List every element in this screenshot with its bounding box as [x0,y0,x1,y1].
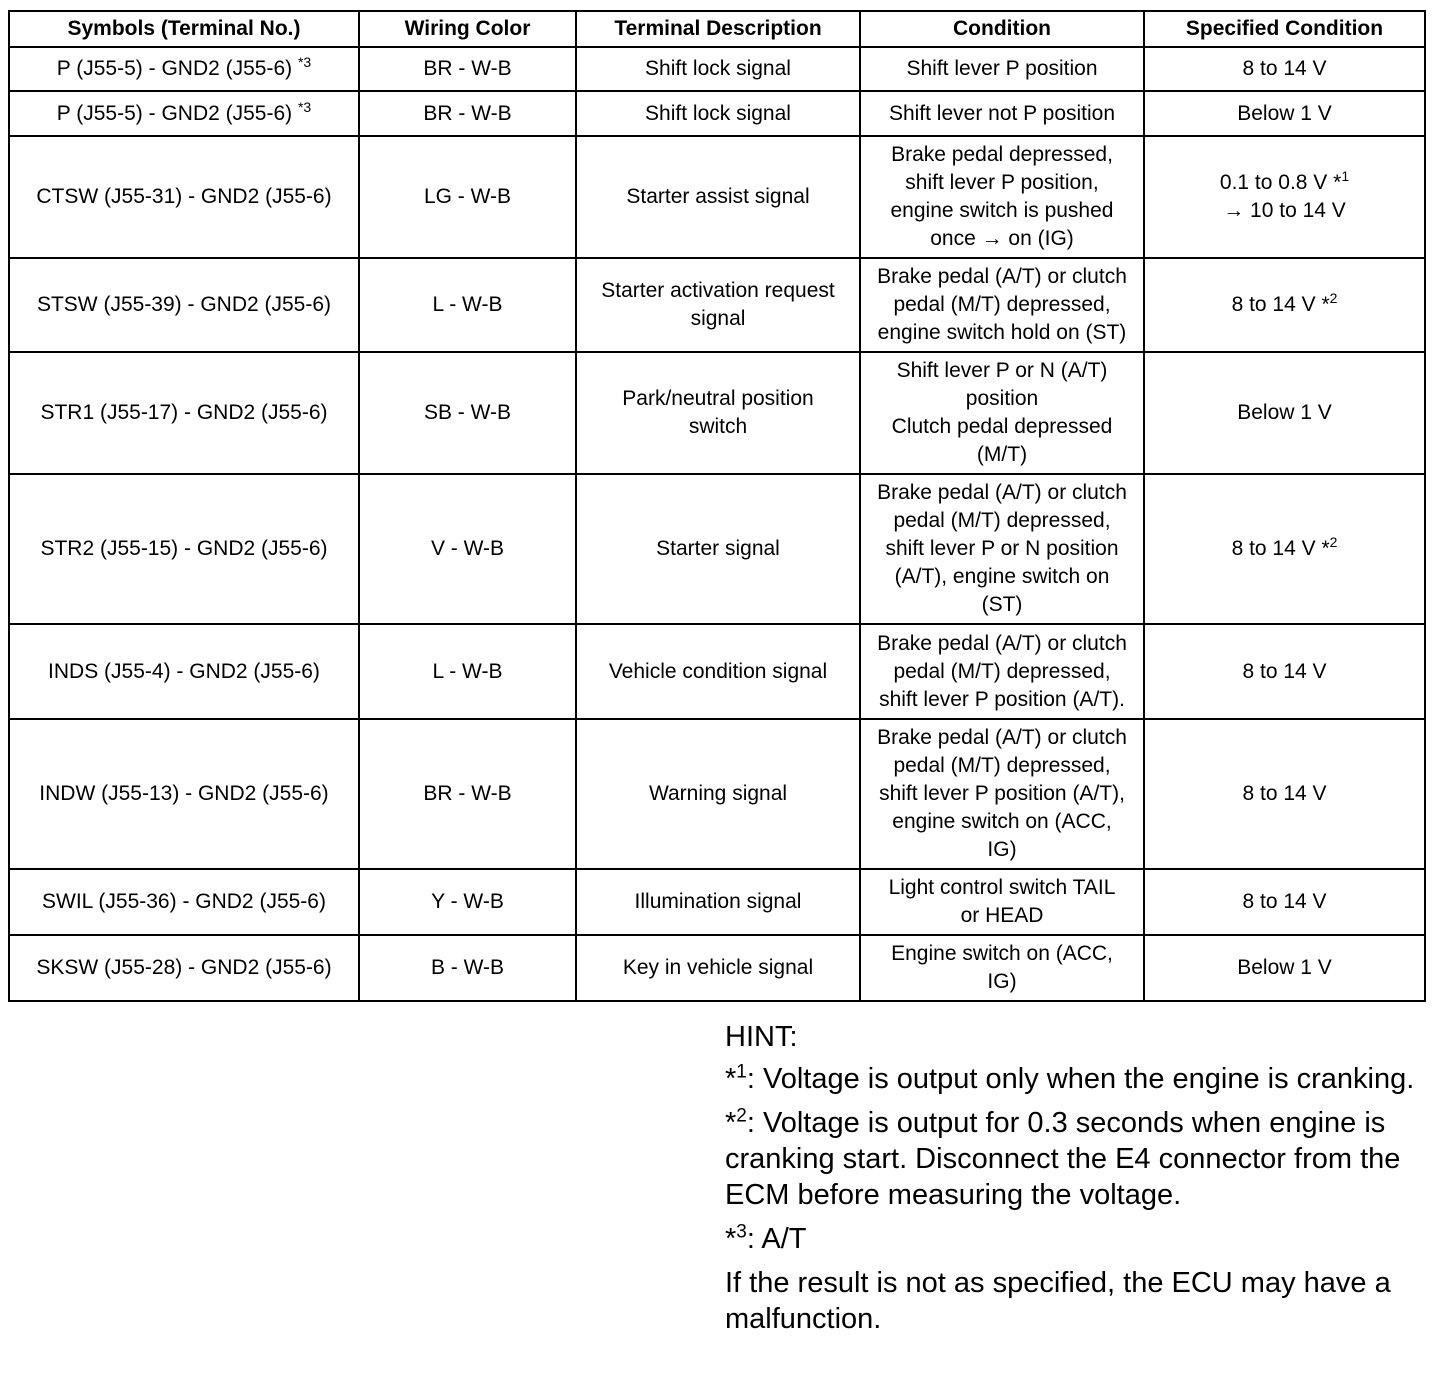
cell-wiring-color: L - W-B [359,624,576,719]
cell-line [867,441,1137,469]
cell-symbol [9,47,359,91]
cell-line [583,55,853,83]
cell-line [1151,169,1418,197]
cell-terminal-description [576,869,860,935]
cell-text: Shift lever P position [906,57,1098,80]
cell-line [867,479,1137,507]
cell-specified-condition [1144,136,1425,258]
cell-text: SWIL (J55-36) - GND2 (J55-6) [42,890,326,913]
header-symbols: Symbols (Terminal No.) [9,11,359,47]
cell-line [867,780,1137,808]
cell-condition [860,624,1144,719]
cell-condition [860,258,1144,352]
cell-specified-condition [1144,869,1425,935]
table-header-row [9,11,1425,47]
cell-terminal-description [576,719,860,869]
cell-line [1151,535,1418,563]
cell-text: Below 1 V [1237,956,1332,979]
cell-text: 8 to 14 V [1242,659,1327,683]
cell-text: IG) [987,838,1017,861]
table-row [9,935,1425,1001]
cell-text: IG) [987,970,1017,993]
table-body [9,47,1425,1001]
cell-terminal-description [576,47,860,91]
cell-wiring-color: LG - W-B [359,136,576,258]
cell-line [867,968,1137,996]
cell-terminal-description [576,935,860,1001]
cell-line [867,658,1137,686]
cell-text: Key in vehicle signal [622,956,814,979]
cell-symbol [9,352,359,474]
cell-wiring-color: BR - W-B [359,719,576,869]
footnote-marker: 2 [1329,534,1338,550]
header-specified-condition: Specified Condition [1144,11,1425,47]
cell-condition [860,869,1144,935]
cell-text: once → on (IG) [930,227,1074,250]
cell-text: (ST) [981,593,1023,616]
cell-line [867,808,1137,836]
table-row [9,624,1425,719]
cell-line [867,902,1137,930]
cell-specified-condition [1144,474,1425,624]
hint-notes [725,1061,1435,1257]
hint-note-text: : Voltage is output for 0.3 seconds when engine is cranking start. Disconnect the E4 connector from the ECM before measuring the voltage. [725,1107,1401,1211]
cell-text: Brake pedal depressed, [891,143,1113,166]
cell-line [583,100,853,128]
cell-text: pedal (M/T) depressed, [893,659,1111,683]
cell-line [867,686,1137,714]
hint-footer: If the result is not as specified, the ECU may have a malfunction. [725,1267,1391,1335]
cell-line [867,836,1137,864]
cell-text: P (J55-5) - GND2 (J55-6) [56,57,298,80]
cell-text: pedal (M/T) depressed, [893,754,1111,777]
cell-line [867,563,1137,591]
cell-text: shift lever P or N position [885,537,1119,560]
cell-line [1151,399,1418,427]
cell-line [1151,55,1418,83]
cell-symbol [9,258,359,352]
cell-text: Brake pedal (A/T) or clutch [877,265,1127,288]
cell-specified-condition [1144,935,1425,1001]
cell-line [583,658,853,686]
table-row [9,869,1425,935]
cell-text: Illumination signal [634,890,802,913]
hint-note-text: : A/T [746,1223,807,1255]
cell-condition [860,719,1144,869]
cell-text: CTSW (J55-31) - GND2 (J55-6) [36,185,332,208]
footnote-number: 3 [736,1221,747,1243]
cell-specified-condition [1144,47,1425,91]
cell-symbol [9,91,359,136]
cell-terminal-description [576,91,860,136]
cell-text: Below 1 V [1237,401,1332,424]
cell-line [583,305,853,333]
cell-text: 8 to 14 V [1242,57,1327,80]
footnote-mark: * [725,1223,737,1255]
cell-wiring-color: SB - W-B [359,352,576,474]
cell-text: engine switch hold on (ST) [877,321,1127,344]
cell-text: pedal (M/T) depressed, [893,509,1111,532]
cell-line [583,888,853,916]
cell-wiring-color: BR - W-B [359,47,576,91]
cell-text: Starter activation request [601,279,835,302]
cell-line [867,141,1137,169]
footnote-marker: *3 [297,98,312,115]
hint-section [725,1019,1435,1345]
cell-terminal-description [576,136,860,258]
cell-text: switch [688,415,748,438]
cell-condition [860,91,1144,136]
cell-text: Shift lever P or N (A/T) [896,359,1108,382]
cell-specified-condition [1144,719,1425,869]
hint-title: HINT: [725,1021,798,1053]
cell-symbol [9,474,359,624]
cell-text: Clutch pedal depressed [891,415,1113,438]
cell-line [583,385,853,413]
table-row [9,474,1425,624]
cell-line [867,55,1137,83]
cell-wiring-color: BR - W-B [359,91,576,136]
cell-line [867,100,1137,128]
footnote-marker: 2 [1329,290,1338,306]
cell-line [867,591,1137,619]
cell-line [583,183,853,211]
cell-text: STR2 (J55-15) - GND2 (J55-6) [40,537,328,560]
cell-text: engine switch on (ACC, [892,810,1112,833]
cell-text: shift lever P position, [905,171,1099,194]
cell-text: Shift lock signal [645,101,791,125]
cell-line [867,197,1137,225]
header-terminal-description: Terminal Description [576,11,860,47]
cell-line [583,413,853,441]
cell-line [1151,658,1418,686]
cell-text: Below 1 V [1237,101,1332,125]
cell-text: (M/T) [976,443,1028,466]
cell-line [867,169,1137,197]
cell-line [867,535,1137,563]
cell-terminal-description [576,624,860,719]
cell-line [1151,954,1418,982]
cell-wiring-color: Y - W-B [359,869,576,935]
cell-line [1151,780,1418,808]
footnote-mark: * [725,1063,737,1095]
cell-text: Park/neutral position [622,387,814,410]
cell-line [867,263,1137,291]
footnote-marker: 1 [1341,168,1350,184]
cell-text: or HEAD [960,904,1044,927]
table-row [9,719,1425,869]
footnote-number: 1 [736,1061,747,1083]
cell-line [867,630,1137,658]
cell-text: Brake pedal (A/T) or clutch [877,726,1127,749]
hint-note [725,1105,1435,1213]
cell-text: Brake pedal (A/T) or clutch [877,481,1127,504]
cell-line [583,535,853,563]
cell-specified-condition [1144,258,1425,352]
cell-wiring-color: L - W-B [359,258,576,352]
cell-text: shift lever P position (A/T). [879,687,1125,711]
hint-note [725,1061,1435,1097]
cell-line [867,291,1137,319]
cell-text: 0.1 to 0.8 V * [1219,171,1342,194]
cell-line [867,357,1137,385]
cell-text: Starter assist signal [626,185,810,208]
cell-text: Brake pedal (A/T) or clutch [877,631,1127,655]
footnote-marker: *3 [297,54,312,70]
cell-text: 8 to 14 V * [1231,293,1330,316]
cell-text: Shift lock signal [645,57,791,80]
cell-text: SKSW (J55-28) - GND2 (J55-6) [36,956,332,979]
cell-text: pedal (M/T) depressed, [893,293,1111,316]
cell-specified-condition [1144,91,1425,136]
cell-line [1151,888,1418,916]
cell-text: INDW (J55-13) - GND2 (J55-6) [39,782,329,805]
cell-line [867,940,1137,968]
cell-symbol [9,624,359,719]
table-row [9,136,1425,258]
cell-line [583,277,853,305]
hint-note [725,1221,1435,1257]
cell-text: position [965,387,1039,410]
cell-line [867,385,1137,413]
cell-line [867,752,1137,780]
cell-text: signal [690,307,746,330]
table-row [9,47,1425,91]
cell-symbol [9,869,359,935]
cell-terminal-description [576,258,860,352]
footnote-number: 2 [736,1105,747,1127]
cell-line [867,413,1137,441]
cell-line [1151,197,1418,225]
cell-condition [860,935,1144,1001]
cell-text: P (J55-5) - GND2 (J55-6) [56,101,298,125]
cell-text: Engine switch on (ACC, [891,942,1113,965]
cell-line [1151,291,1418,319]
cell-text: shift lever P position (A/T), [879,782,1125,805]
cell-condition [860,47,1144,91]
cell-text: 8 to 14 V * [1231,537,1330,560]
cell-text: Starter signal [656,537,780,560]
header-wiring-color: Wiring Color [359,11,576,47]
cell-symbol [9,719,359,869]
cell-text: Vehicle condition signal [608,659,828,683]
cell-condition [860,474,1144,624]
footnote-mark: * [725,1107,737,1139]
cell-symbol [9,935,359,1001]
cell-text: (A/T), engine switch on [894,565,1110,588]
cell-text: 8 to 14 V [1242,890,1327,913]
cell-line [583,954,853,982]
cell-line [867,319,1137,347]
cell-text: Light control switch TAIL [888,876,1116,899]
cell-terminal-description [576,474,860,624]
cell-specified-condition [1144,352,1425,474]
cell-condition [860,136,1144,258]
cell-text: STSW (J55-39) - GND2 (J55-6) [36,293,332,316]
cell-symbol [9,136,359,258]
cell-text: INDS (J55-4) - GND2 (J55-6) [48,659,320,683]
header-condition: Condition [860,11,1144,47]
cell-line [867,225,1137,253]
cell-text: Warning signal [648,782,788,805]
cell-line [583,780,853,808]
terminal-spec-table [8,10,1426,1002]
cell-condition [860,352,1144,474]
cell-wiring-color: B - W-B [359,935,576,1001]
cell-text: → 10 to 14 V [1223,199,1346,222]
cell-line [867,507,1137,535]
cell-text: engine switch is pushed [890,199,1114,222]
cell-line [1151,100,1418,128]
table-row [9,91,1425,136]
cell-specified-condition [1144,624,1425,719]
table-row [9,352,1425,474]
cell-text: 8 to 14 V [1242,782,1327,805]
cell-text: STR1 (J55-17) - GND2 (J55-6) [40,401,328,424]
cell-line [867,724,1137,752]
cell-text: Shift lever not P position [888,101,1116,125]
cell-terminal-description [576,352,860,474]
cell-wiring-color: V - W-B [359,474,576,624]
table-row [9,258,1425,352]
hint-note-text: : Voltage is output only when the engine is cranking. [746,1063,1415,1095]
cell-line [867,874,1137,902]
